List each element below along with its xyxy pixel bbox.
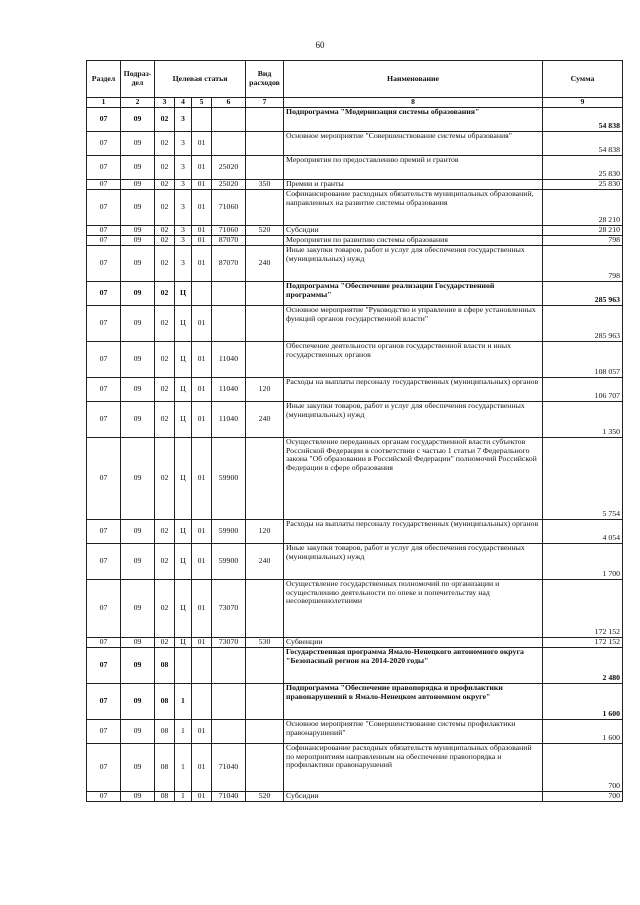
cell-subsection: 09	[121, 792, 155, 802]
cell-expense-type	[246, 108, 284, 132]
cell-activity: 01	[192, 190, 212, 226]
cell-activity	[192, 108, 212, 132]
cell-section: 07	[87, 648, 121, 684]
cell-activity: 01	[192, 306, 212, 342]
table-row	[87, 306, 623, 342]
column-number: 2	[121, 98, 155, 108]
cell-activity: 01	[192, 720, 212, 744]
cell-section: 07	[87, 108, 121, 132]
column-number: 3	[155, 98, 175, 108]
table-row	[87, 226, 623, 236]
table-row	[87, 132, 623, 156]
cell-sum: 798	[543, 236, 623, 246]
cell-activity: 01	[192, 132, 212, 156]
cell-name: Обеспечение деятельности органов государственной власти и иных государственных органов	[284, 342, 543, 378]
cell-activity	[192, 684, 212, 720]
table-row	[87, 544, 623, 580]
cell-subsection: 09	[121, 648, 155, 684]
cell-section: 07	[87, 792, 121, 802]
cell-program: 02	[155, 246, 175, 282]
column-number: 4	[175, 98, 192, 108]
cell-sum: 108 057	[543, 342, 623, 378]
cell-activity: 01	[192, 438, 212, 520]
cell-direction: 71060	[212, 226, 246, 236]
cell-program: 02	[155, 544, 175, 580]
cell-program: 02	[155, 438, 175, 520]
cell-program: 02	[155, 236, 175, 246]
cell-program: 02	[155, 156, 175, 180]
table-row	[87, 438, 623, 520]
table-row	[87, 684, 623, 720]
cell-section: 07	[87, 246, 121, 282]
cell-name: Расходы на выплаты персоналу государственных (муниципальных) органов	[284, 378, 543, 402]
cell-subprogram: Ц	[175, 282, 192, 306]
column-number: 8	[284, 98, 543, 108]
cell-direction	[212, 132, 246, 156]
cell-activity: 01	[192, 180, 212, 190]
cell-expense-type	[246, 156, 284, 180]
cell-subprogram: Ц	[175, 580, 192, 638]
cell-subprogram: 3	[175, 132, 192, 156]
cell-section: 07	[87, 236, 121, 246]
table-row	[87, 342, 623, 378]
cell-section: 07	[87, 580, 121, 638]
cell-name: Основное мероприятие "Руководство и управление в сфере установленных функций органов государственной власти"	[284, 306, 543, 342]
cell-subsection: 09	[121, 438, 155, 520]
cell-subprogram: Ц	[175, 544, 192, 580]
column-number: 6	[212, 98, 246, 108]
cell-expense-type: 520	[246, 226, 284, 236]
cell-name: Премии и гранты	[284, 180, 543, 190]
cell-section: 07	[87, 378, 121, 402]
cell-activity: 01	[192, 544, 212, 580]
cell-expense-type	[246, 190, 284, 226]
cell-expense-type	[246, 306, 284, 342]
cell-program: 02	[155, 402, 175, 438]
cell-expense-type	[246, 684, 284, 720]
cell-name: Подпрограмма "Обеспечение правопорядка и профилактики правонарушений в Ямало-Ненецком автономном округе"	[284, 684, 543, 720]
cell-direction	[212, 306, 246, 342]
cell-direction: 59900	[212, 520, 246, 544]
table-row	[87, 648, 623, 684]
cell-direction: 25020	[212, 156, 246, 180]
cell-section: 07	[87, 156, 121, 180]
cell-section: 07	[87, 744, 121, 792]
cell-expense-type	[246, 744, 284, 792]
cell-subsection: 09	[121, 580, 155, 638]
column-number: 1	[87, 98, 121, 108]
cell-program: 08	[155, 720, 175, 744]
cell-subprogram: Ц	[175, 378, 192, 402]
header-sum: Сумма	[543, 61, 623, 98]
column-number: 9	[543, 98, 623, 108]
cell-activity: 01	[192, 246, 212, 282]
cell-program: 02	[155, 108, 175, 132]
cell-expense-type: 240	[246, 402, 284, 438]
cell-sum: 25 830	[543, 180, 623, 190]
cell-program: 02	[155, 520, 175, 544]
cell-program: 02	[155, 378, 175, 402]
cell-expense-type: 350	[246, 180, 284, 190]
cell-section: 07	[87, 342, 121, 378]
cell-expense-type: 240	[246, 246, 284, 282]
cell-sum: 28 210	[543, 190, 623, 226]
header-target-article: Целевая статья	[155, 61, 246, 98]
cell-expense-type	[246, 438, 284, 520]
cell-subprogram: 3	[175, 108, 192, 132]
table-row	[87, 720, 623, 744]
cell-section: 07	[87, 520, 121, 544]
cell-subsection: 09	[121, 226, 155, 236]
cell-sum: 54 838	[543, 132, 623, 156]
column-number: 7	[246, 98, 284, 108]
cell-subsection: 09	[121, 744, 155, 792]
cell-subprogram: Ц	[175, 306, 192, 342]
cell-program: 02	[155, 342, 175, 378]
cell-subprogram: 3	[175, 180, 192, 190]
cell-expense-type: 120	[246, 520, 284, 544]
cell-expense-type: 240	[246, 544, 284, 580]
cell-program: 02	[155, 282, 175, 306]
cell-direction: 71040	[212, 744, 246, 792]
cell-direction: 87070	[212, 236, 246, 246]
cell-activity	[192, 648, 212, 684]
cell-expense-type: 120	[246, 378, 284, 402]
cell-name: Расходы на выплаты персоналу государственных (муниципальных) органов	[284, 520, 543, 544]
cell-name: Мероприятия по предоставлению премий и грантов	[284, 156, 543, 180]
cell-activity: 01	[192, 744, 212, 792]
cell-activity: 01	[192, 342, 212, 378]
cell-direction: 87070	[212, 246, 246, 282]
cell-subprogram: Ц	[175, 438, 192, 520]
cell-direction	[212, 720, 246, 744]
table-row	[87, 792, 623, 802]
cell-subsection: 09	[121, 156, 155, 180]
cell-section: 07	[87, 638, 121, 648]
header-name: Наименование	[284, 61, 543, 98]
cell-direction: 59900	[212, 544, 246, 580]
cell-activity: 01	[192, 520, 212, 544]
cell-direction: 59900	[212, 438, 246, 520]
cell-direction: 71040	[212, 792, 246, 802]
cell-expense-type: 520	[246, 792, 284, 802]
cell-expense-type	[246, 342, 284, 378]
table-row	[87, 180, 623, 190]
cell-activity: 01	[192, 402, 212, 438]
cell-program: 02	[155, 638, 175, 648]
table-row	[87, 282, 623, 306]
cell-subsection: 09	[121, 684, 155, 720]
cell-expense-type	[246, 648, 284, 684]
cell-section: 07	[87, 438, 121, 520]
cell-subprogram: 3	[175, 156, 192, 180]
table-row	[87, 744, 623, 792]
cell-subsection: 09	[121, 306, 155, 342]
cell-direction: 73070	[212, 580, 246, 638]
cell-sum: 700	[543, 744, 623, 792]
cell-expense-type	[246, 132, 284, 156]
cell-name: Основное мероприятие "Совершенствование системы профилактики правонарушений"	[284, 720, 543, 744]
cell-subsection: 09	[121, 236, 155, 246]
cell-section: 07	[87, 720, 121, 744]
cell-activity: 01	[192, 580, 212, 638]
cell-activity: 01	[192, 378, 212, 402]
cell-sum: 54 838	[543, 108, 623, 132]
cell-program: 08	[155, 744, 175, 792]
cell-program: 02	[155, 180, 175, 190]
cell-program: 02	[155, 132, 175, 156]
cell-subsection: 09	[121, 720, 155, 744]
cell-sum: 28 210	[543, 226, 623, 236]
cell-program: 08	[155, 648, 175, 684]
cell-direction: 11040	[212, 342, 246, 378]
cell-name: Иные закупки товаров, работ и услуг для обеспечения государственных (муниципальных) нужд	[284, 402, 543, 438]
header-subsection: Подраз-дел	[121, 61, 155, 98]
table-row	[87, 236, 623, 246]
cell-sum: 1 700	[543, 544, 623, 580]
header-expense-type: Вид расходов	[246, 61, 284, 98]
cell-subsection: 09	[121, 180, 155, 190]
cell-name: Субсидии	[284, 792, 543, 802]
table-row	[87, 520, 623, 544]
cell-sum: 1 600	[543, 720, 623, 744]
cell-subsection: 09	[121, 402, 155, 438]
cell-name: Софинансирование расходных обязательств муниципальных образований, направленных на развитие системы образования	[284, 190, 543, 226]
table-row	[87, 156, 623, 180]
table-body	[87, 108, 623, 802]
cell-name: Подпрограмма "Модернизация системы образования"	[284, 108, 543, 132]
cell-sum: 106 707	[543, 378, 623, 402]
cell-subsection: 09	[121, 108, 155, 132]
cell-name: Субсидии	[284, 226, 543, 236]
cell-sum: 172 152	[543, 638, 623, 648]
cell-subsection: 09	[121, 342, 155, 378]
cell-sum: 1 600	[543, 684, 623, 720]
cell-activity: 01	[192, 156, 212, 180]
cell-direction: 73070	[212, 638, 246, 648]
budget-table	[86, 60, 623, 802]
cell-activity: 01	[192, 236, 212, 246]
table-row	[87, 638, 623, 648]
table-row	[87, 402, 623, 438]
cell-section: 07	[87, 306, 121, 342]
cell-sum: 5 754	[543, 438, 623, 520]
cell-name: Иные закупки товаров, работ и услуг для обеспечения государственных (муниципальных) нужд	[284, 544, 543, 580]
cell-sum: 1 350	[543, 402, 623, 438]
table-row	[87, 378, 623, 402]
table-row	[87, 580, 623, 638]
cell-section: 07	[87, 180, 121, 190]
cell-subsection: 09	[121, 378, 155, 402]
cell-expense-type	[246, 236, 284, 246]
cell-sum: 285 963	[543, 282, 623, 306]
cell-expense-type	[246, 282, 284, 306]
header-section: Раздел	[87, 61, 121, 98]
cell-name: Иные закупки товаров, работ и услуг для обеспечения государственных (муниципальных) нужд	[284, 246, 543, 282]
cell-sum: 25 830	[543, 156, 623, 180]
cell-expense-type: 530	[246, 638, 284, 648]
cell-section: 07	[87, 282, 121, 306]
cell-direction: 11040	[212, 378, 246, 402]
cell-direction	[212, 684, 246, 720]
cell-activity	[192, 282, 212, 306]
cell-name: Осуществление государственных полномочий по организации и осуществлению деятельности по опеке и попечительству над несовершеннолетними	[284, 580, 543, 638]
cell-program: 08	[155, 792, 175, 802]
cell-direction	[212, 282, 246, 306]
cell-subprogram: Ц	[175, 520, 192, 544]
table-row	[87, 108, 623, 132]
cell-activity: 01	[192, 226, 212, 236]
table-row	[87, 190, 623, 226]
cell-subsection: 09	[121, 544, 155, 580]
cell-subsection: 09	[121, 246, 155, 282]
cell-name: Основное мероприятие "Совершенствование системы образования"	[284, 132, 543, 156]
cell-name: Мероприятия по развитию системы образования	[284, 236, 543, 246]
cell-subprogram: Ц	[175, 342, 192, 378]
cell-subsection: 09	[121, 638, 155, 648]
page-number: 60	[315, 40, 325, 50]
cell-program: 08	[155, 684, 175, 720]
cell-direction	[212, 108, 246, 132]
cell-name: Государственная программа Ямало-Ненецкого автономного округа "Безопасный регион на 2014-2020 годы"	[284, 648, 543, 684]
cell-name: Подпрограмма "Обеспечение реализации Государственной программы"	[284, 282, 543, 306]
cell-program: 02	[155, 580, 175, 638]
cell-expense-type	[246, 720, 284, 744]
cell-name: Софинансирование расходных обязательств муниципальных образований по мероприятиям направленным на обеспечение правопорядка и профилактики правонарушений	[284, 744, 543, 792]
cell-subprogram: 3	[175, 236, 192, 246]
cell-subprogram: 1	[175, 792, 192, 802]
cell-subprogram: 1	[175, 744, 192, 792]
cell-subprogram: 1	[175, 720, 192, 744]
cell-subprogram: Ц	[175, 402, 192, 438]
cell-subsection: 09	[121, 282, 155, 306]
cell-sum: 4 054	[543, 520, 623, 544]
cell-program: 02	[155, 190, 175, 226]
cell-section: 07	[87, 226, 121, 236]
cell-direction	[212, 648, 246, 684]
cell-subprogram: 1	[175, 684, 192, 720]
cell-program: 02	[155, 306, 175, 342]
cell-subprogram: Ц	[175, 638, 192, 648]
cell-subprogram: 3	[175, 246, 192, 282]
cell-activity: 01	[192, 638, 212, 648]
cell-name: Субвенции	[284, 638, 543, 648]
cell-direction: 11040	[212, 402, 246, 438]
cell-subprogram: 3	[175, 190, 192, 226]
cell-subprogram	[175, 648, 192, 684]
cell-subsection: 09	[121, 520, 155, 544]
cell-expense-type	[246, 580, 284, 638]
cell-subsection: 09	[121, 190, 155, 226]
cell-section: 07	[87, 190, 121, 226]
cell-sum: 285 963	[543, 306, 623, 342]
cell-section: 07	[87, 132, 121, 156]
cell-section: 07	[87, 402, 121, 438]
cell-subprogram: 3	[175, 226, 192, 236]
cell-direction: 71060	[212, 190, 246, 226]
cell-sum: 2 480	[543, 648, 623, 684]
cell-direction: 25020	[212, 180, 246, 190]
cell-sum: 700	[543, 792, 623, 802]
cell-program: 02	[155, 226, 175, 236]
cell-section: 07	[87, 684, 121, 720]
cell-subsection: 09	[121, 132, 155, 156]
cell-sum: 172 152	[543, 580, 623, 638]
column-number: 5	[192, 98, 212, 108]
cell-name: Осуществление переданных органам государственной власти субъектов Российской Федерации в соответствии с частью 1 статьи 7 Федерального закона "Об образовании в Российской Федерации" полномочий Российской Федерации в сфере образования	[284, 438, 543, 520]
cell-activity: 01	[192, 792, 212, 802]
table-row	[87, 246, 623, 282]
cell-sum: 798	[543, 246, 623, 282]
cell-section: 07	[87, 544, 121, 580]
